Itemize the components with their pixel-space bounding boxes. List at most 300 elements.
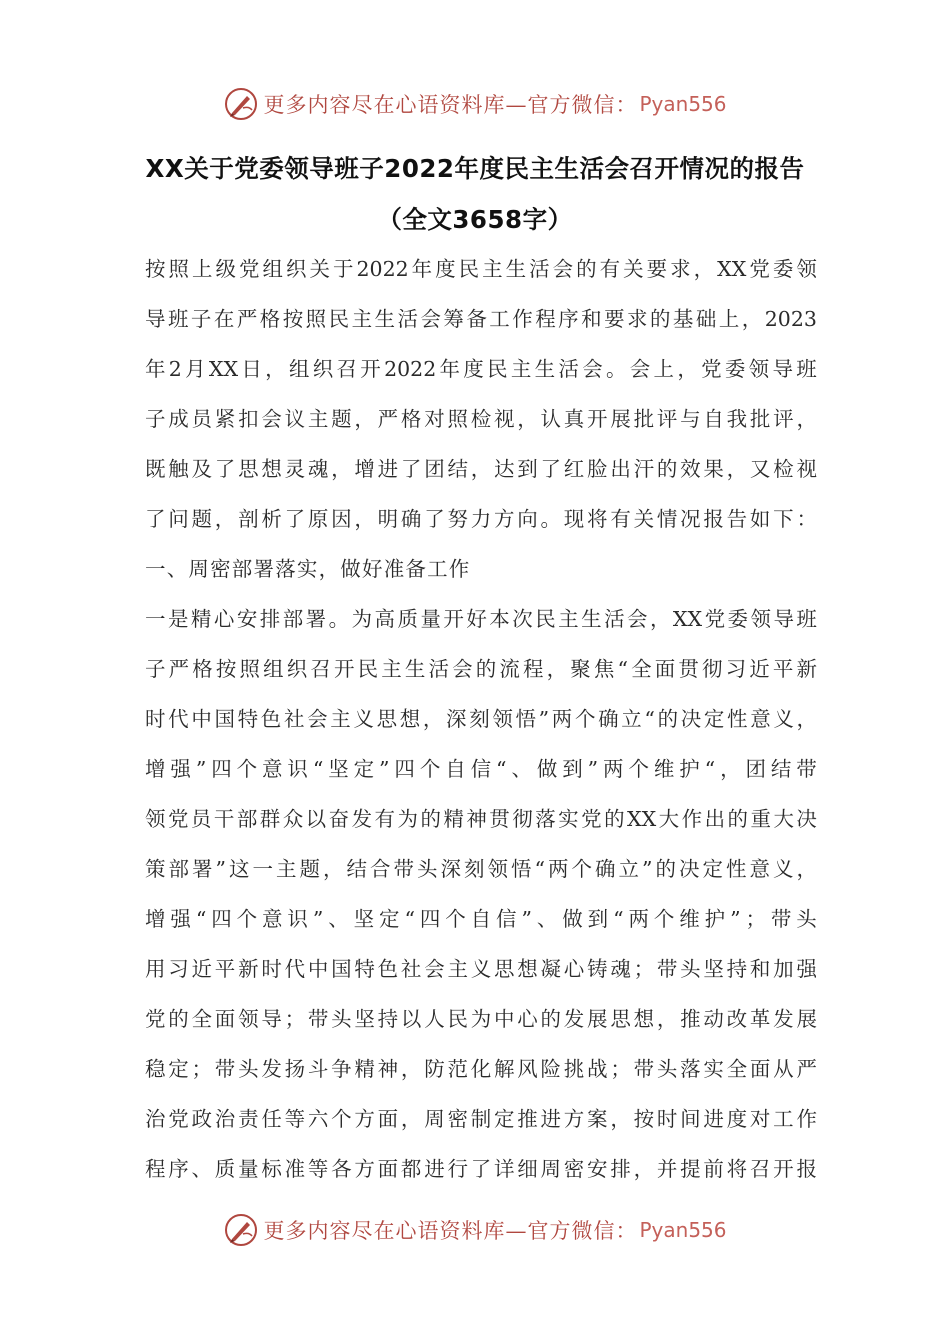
text-glyph: 结: [770, 757, 792, 781]
text-glyph: 会: [552, 257, 574, 281]
text-glyph: 主: [275, 857, 297, 881]
text-glyph: 出: [610, 457, 631, 481]
text-glyph: 解: [493, 1057, 515, 1081]
text-glyph: 义: [772, 857, 794, 881]
text-glyph: 识: [287, 907, 308, 931]
text-glyph: 想: [633, 1007, 655, 1031]
text-glyph: 导: [772, 357, 793, 381]
text-glyph: 带: [656, 957, 678, 981]
text-glyph: 时: [656, 1107, 678, 1131]
text-glyph: 班: [167, 307, 189, 331]
text-glyph: ”: [587, 757, 599, 781]
text-glyph: 新: [238, 957, 259, 981]
text-glyph: 是: [167, 607, 189, 631]
body-line: [145, 1094, 817, 1144]
text-glyph: 近: [191, 957, 213, 981]
text-glyph: 现: [563, 507, 585, 531]
text-glyph: 量: [420, 607, 441, 631]
text-glyph: 评: [773, 407, 794, 431]
text-glyph: 生: [374, 307, 396, 331]
text-glyph: ，: [796, 707, 817, 731]
text-glyph: 决: [796, 807, 817, 831]
text-glyph: 的: [655, 857, 676, 881]
text-glyph: 求: [627, 307, 648, 331]
text-glyph: 密: [563, 1157, 585, 1181]
text-glyph: 维: [679, 907, 700, 931]
text-glyph: 了: [470, 1157, 492, 1181]
text-glyph: “: [617, 657, 628, 681]
text-glyph: 主: [381, 657, 402, 681]
text-glyph: 色: [260, 707, 282, 731]
text-glyph: 义: [470, 957, 492, 981]
text-glyph: 的: [656, 457, 678, 481]
text-glyph: 悟: [510, 857, 532, 881]
text-glyph: 视: [493, 407, 515, 431]
text-glyph: 党: [167, 807, 189, 831]
text-glyph: 发: [351, 807, 373, 831]
text-glyph: 加: [773, 957, 794, 981]
text-glyph: 近: [749, 657, 770, 681]
text-glyph: 对: [749, 1107, 771, 1131]
text-glyph: 信: [496, 907, 517, 931]
text-glyph: 险: [540, 1057, 562, 1081]
text-glyph: XX: [208, 357, 239, 381]
text-glyph: 挑: [563, 1057, 585, 1081]
text-glyph: 度: [726, 1107, 748, 1131]
text-glyph: 生: [404, 657, 426, 681]
text-glyph: 想: [399, 707, 421, 731]
text-glyph: 定: [703, 707, 725, 731]
text-glyph: 成: [168, 407, 189, 431]
text-glyph: 确: [594, 857, 616, 881]
text-glyph: 并: [656, 1157, 678, 1181]
text-glyph: 个: [628, 757, 649, 781]
text-glyph: 剖: [238, 507, 259, 531]
text-glyph: 特: [354, 957, 375, 981]
text-glyph: 范: [447, 1057, 468, 1081]
text-glyph: 头: [796, 907, 817, 931]
text-glyph: 如: [749, 507, 771, 531]
text-glyph: 提: [680, 1157, 701, 1181]
text-glyph: 以: [400, 1007, 422, 1031]
text-glyph: 按: [282, 307, 304, 331]
text-glyph: 面: [377, 1107, 399, 1131]
text-glyph: 持: [377, 1007, 399, 1031]
text-glyph: 导: [145, 307, 166, 331]
text-glyph: 方: [563, 1107, 585, 1131]
text-glyph: 制: [470, 1107, 492, 1131]
text-glyph: 性: [727, 707, 748, 731]
text-glyph: 个: [571, 857, 592, 881]
text-glyph: 2022: [356, 257, 409, 281]
text-glyph: 了: [540, 457, 562, 481]
text-glyph: 年: [411, 257, 433, 281]
text-glyph: 要: [646, 257, 668, 281]
text-glyph: 护: [704, 907, 726, 931]
text-glyph: 、: [536, 907, 558, 931]
text-glyph: 信: [470, 757, 492, 781]
text-glyph: ”: [312, 907, 324, 931]
text-glyph: 六: [307, 1107, 329, 1131]
text-glyph: 各: [331, 1157, 352, 1181]
text-glyph: 对: [424, 407, 445, 431]
text-glyph: 员: [190, 807, 212, 831]
text-glyph: ，: [354, 407, 375, 431]
text-glyph: 做: [536, 757, 558, 781]
text-glyph: 个: [653, 907, 675, 931]
text-glyph: 有: [599, 257, 621, 281]
text-glyph: 政: [191, 1107, 213, 1131]
text-glyph: 的: [649, 307, 671, 331]
text-glyph: 召: [310, 657, 331, 681]
text-glyph: “: [704, 757, 716, 781]
text-glyph: 特: [237, 707, 259, 731]
text-glyph: ；: [284, 1007, 306, 1031]
text-glyph: 党: [701, 357, 722, 381]
text-glyph: 活: [604, 607, 625, 631]
text-glyph: 等: [307, 1157, 329, 1181]
header-watermark-banner: [0, 84, 950, 124]
body-line: [145, 494, 817, 544]
text-glyph: 织: [312, 357, 334, 381]
text-glyph: 组: [262, 257, 283, 281]
text-glyph: 子: [190, 307, 212, 331]
text-glyph: 焦: [593, 657, 615, 681]
text-glyph: 立: [618, 857, 639, 881]
text-glyph: 细: [517, 1157, 538, 1181]
text-glyph: 主: [510, 357, 532, 381]
text-glyph: 年: [145, 357, 166, 381]
text-glyph: ”: [521, 907, 532, 931]
text-glyph: 求: [670, 257, 691, 281]
text-glyph: 民: [458, 257, 480, 281]
body-line: [145, 244, 817, 294]
text-glyph: 新: [796, 657, 817, 681]
text-glyph: 发: [773, 1007, 794, 1031]
text-glyph: 级: [215, 257, 236, 281]
text-glyph: 四: [394, 757, 415, 781]
text-glyph: 立: [621, 707, 642, 731]
text-glyph: 排: [610, 1157, 631, 1181]
text-glyph: 题: [299, 857, 320, 881]
text-glyph: 照: [168, 257, 189, 281]
text-glyph: 了: [400, 457, 422, 481]
text-glyph: 党: [145, 1007, 166, 1031]
text-glyph: 个: [236, 907, 258, 931]
text-glyph: 组: [263, 657, 284, 681]
text-glyph: 与: [680, 407, 701, 431]
pen-logo-icon: [223, 86, 259, 122]
text-glyph: 于: [333, 257, 354, 281]
text-glyph: “: [404, 907, 415, 931]
text-glyph: 导: [261, 1007, 282, 1031]
text-glyph: 程: [535, 307, 556, 331]
text-glyph: 主: [307, 407, 329, 431]
text-glyph: 斗: [307, 1057, 329, 1081]
text-glyph: 深: [446, 707, 467, 731]
text-glyph: 安: [236, 607, 258, 631]
text-glyph: 质: [214, 1157, 236, 1181]
text-glyph: 关: [309, 257, 330, 281]
text-glyph: ；: [745, 907, 766, 931]
text-glyph: 署: [305, 607, 327, 631]
text-glyph: 团: [745, 757, 766, 781]
text-glyph: 神: [377, 1057, 399, 1081]
text-glyph: 子: [145, 407, 166, 431]
text-glyph: 心: [213, 607, 235, 631]
text-glyph: 的: [168, 1007, 189, 1031]
text-glyph: ，: [693, 257, 715, 281]
text-glyph: 争: [331, 1057, 352, 1081]
text-glyph: 贯: [489, 807, 510, 831]
text-glyph: 作: [681, 807, 703, 831]
text-glyph: 活: [558, 357, 579, 381]
text-glyph: 想: [261, 457, 282, 481]
text-glyph: 的: [540, 1007, 562, 1031]
text-glyph: 强: [796, 957, 817, 981]
section-heading: 一、周密部署落实，做好准备工作: [145, 557, 471, 581]
text-glyph: 生: [534, 357, 556, 381]
text-glyph: 问: [168, 507, 189, 531]
text-glyph: 作: [796, 1107, 817, 1131]
text-glyph: 委: [724, 357, 746, 381]
text-glyph: 到: [517, 457, 538, 481]
text-glyph: 贯: [678, 657, 699, 681]
text-glyph: 坚: [353, 907, 375, 931]
text-glyph: 因: [331, 507, 352, 531]
text-glyph: 主: [558, 607, 579, 631]
text-glyph: 生: [581, 607, 602, 631]
body-line: [145, 694, 817, 744]
text-glyph: 聚: [570, 657, 591, 681]
text-glyph: 班: [796, 357, 817, 381]
text-glyph: 严: [377, 407, 399, 431]
text-glyph: ，: [470, 457, 492, 481]
text-glyph: XX: [627, 807, 657, 831]
text-glyph: 推: [517, 1107, 538, 1131]
text-glyph: 干: [213, 807, 235, 831]
text-glyph: 意: [749, 857, 770, 881]
text-glyph: 带: [307, 1007, 329, 1031]
text-glyph: 月: [185, 357, 206, 381]
text-glyph: 真: [563, 407, 585, 431]
text-glyph: 子: [145, 657, 166, 681]
text-glyph: 析: [261, 507, 282, 531]
text-glyph: 报: [703, 507, 724, 531]
text-glyph: 治: [214, 1107, 236, 1131]
text-glyph: 行: [447, 1157, 468, 1181]
text-glyph: 义: [353, 707, 374, 731]
text-glyph: ，: [331, 457, 352, 481]
text-glyph: 及: [191, 457, 213, 481]
text-glyph: 在: [213, 307, 235, 331]
text-glyph: 性: [725, 857, 747, 881]
text-glyph: 带: [393, 857, 414, 881]
text-glyph: 党: [168, 1107, 189, 1131]
text-glyph: 群: [259, 807, 281, 831]
text-glyph: 到: [587, 907, 609, 931]
text-glyph: 刻: [463, 857, 485, 881]
text-glyph: 时: [261, 957, 282, 981]
text-glyph: 精: [443, 807, 464, 831]
text-glyph: 主: [351, 307, 373, 331]
text-glyph: 会: [582, 357, 603, 381]
text-glyph: 党: [581, 807, 602, 831]
text-glyph: 坚: [354, 1007, 375, 1031]
text-glyph: 委: [772, 257, 794, 281]
text-glyph: 个: [574, 707, 596, 731]
text-glyph: 改: [726, 1007, 748, 1031]
text-glyph: 、: [328, 907, 349, 931]
text-glyph: 时: [145, 707, 166, 731]
text-glyph: 持: [726, 957, 748, 981]
text-glyph: 领: [492, 707, 513, 731]
text-glyph: 展: [796, 1007, 817, 1031]
text-glyph: 风: [517, 1057, 538, 1081]
text-glyph: ，: [517, 407, 538, 431]
text-glyph: 面: [749, 1057, 771, 1081]
text-glyph: 有: [374, 807, 396, 831]
text-glyph: 织: [286, 657, 308, 681]
footer-watermark-banner: [0, 1210, 950, 1250]
text-glyph: 面: [377, 1157, 399, 1181]
text-glyph: 前: [703, 1157, 724, 1181]
text-glyph: 增: [145, 907, 166, 931]
text-glyph: 头: [238, 1057, 259, 1081]
text-glyph: 部: [236, 807, 258, 831]
text-glyph: 间: [680, 1107, 701, 1131]
text-glyph: ，: [720, 757, 741, 781]
text-glyph: 坚: [703, 957, 724, 981]
text-glyph: 生: [505, 257, 527, 281]
text-glyph: 向: [517, 507, 538, 531]
text-glyph: 领: [750, 607, 771, 631]
text-glyph: 会: [629, 357, 651, 381]
body-line: [145, 1144, 817, 1194]
text-glyph: 方: [354, 1107, 375, 1131]
text-glyph: 落: [535, 807, 556, 831]
text-glyph: 个: [236, 757, 258, 781]
text-glyph: “: [534, 857, 545, 881]
body-line: [145, 744, 817, 794]
text-glyph: 强: [170, 907, 191, 931]
text-glyph: 以: [305, 807, 327, 831]
text-glyph: 格: [400, 407, 422, 431]
text-glyph: 。: [540, 507, 562, 531]
text-glyph: 铸: [587, 957, 608, 981]
text-glyph: 领: [748, 357, 770, 381]
text-glyph: 国: [331, 957, 352, 981]
text-glyph: 为: [470, 1007, 492, 1031]
text-glyph: 领: [145, 807, 166, 831]
text-glyph: 本: [489, 607, 510, 631]
text-glyph: 扣: [238, 407, 259, 431]
text-glyph: 流: [499, 657, 520, 681]
text-glyph: 精: [354, 1057, 375, 1081]
text-glyph: “: [496, 757, 507, 781]
banner-text: 更多内容尽在心语资料库—官方微信：: [263, 1219, 638, 1243]
text-glyph: 面: [654, 657, 676, 681]
text-glyph: 、: [191, 1157, 213, 1181]
text-glyph: ，: [400, 1057, 422, 1081]
text-glyph: 部: [282, 607, 304, 631]
text-glyph: ”: [215, 857, 226, 881]
text-glyph: 心: [517, 1007, 538, 1031]
text-glyph: 召: [336, 357, 357, 381]
text-glyph: ，: [354, 507, 375, 531]
text-glyph: 定: [379, 907, 400, 931]
text-glyph: 批: [749, 407, 771, 431]
text-glyph: 2022: [384, 357, 437, 381]
body-line: [145, 294, 817, 344]
text-glyph: 明: [377, 507, 399, 531]
text-glyph: ，: [610, 1107, 631, 1131]
text-glyph: ，: [400, 1107, 422, 1131]
banner-wechat-id: Pyan556: [639, 92, 727, 116]
text-glyph: 强: [170, 757, 191, 781]
text-glyph: 会: [424, 957, 445, 981]
text-glyph: 化: [470, 1057, 492, 1081]
text-glyph: 意: [262, 907, 283, 931]
text-glyph: 上: [192, 257, 213, 281]
text-glyph: “: [195, 907, 207, 931]
text-glyph: 了: [284, 507, 306, 531]
body-line: [145, 844, 817, 894]
text-glyph: 照: [305, 307, 327, 331]
text-glyph: 触: [168, 457, 189, 481]
text-glyph: 好: [466, 607, 487, 631]
text-glyph: 出: [704, 807, 726, 831]
text-glyph: 带: [796, 757, 817, 781]
text-glyph: 检: [470, 407, 492, 431]
body-line: [145, 1044, 817, 1094]
text-glyph: 、: [511, 757, 532, 781]
text-glyph: 要: [604, 307, 625, 331]
text-glyph: ，: [633, 1157, 655, 1181]
text-glyph: 格: [192, 657, 213, 681]
text-glyph: 深: [440, 857, 461, 881]
text-glyph: ，: [677, 357, 698, 381]
text-glyph: 题: [191, 507, 213, 531]
text-glyph: 战: [587, 1057, 608, 1081]
text-glyph: 民: [447, 1007, 468, 1031]
text-glyph: 原: [307, 507, 329, 531]
text-glyph: ，: [422, 707, 444, 731]
text-glyph: 头: [680, 957, 701, 981]
text-glyph: 安: [587, 1157, 608, 1181]
text-glyph: “: [613, 907, 624, 931]
text-glyph: 认: [540, 407, 562, 431]
text-glyph: 照: [447, 407, 468, 431]
text-glyph: 严: [168, 657, 190, 681]
text-glyph: 既: [145, 457, 166, 481]
text-glyph: 结: [447, 457, 468, 481]
text-glyph: 到: [562, 757, 583, 781]
text-glyph: 筹: [443, 307, 464, 331]
text-glyph: 稳: [145, 1057, 166, 1081]
text-glyph: 一: [252, 857, 273, 881]
text-glyph: 都: [400, 1157, 422, 1181]
text-glyph: 度: [435, 257, 456, 281]
text-glyph: 有: [610, 507, 631, 531]
text-glyph: 大: [658, 807, 680, 831]
text-glyph: 又: [749, 457, 771, 481]
text-glyph: 视: [796, 457, 817, 481]
text-glyph: 质: [397, 607, 418, 631]
text-glyph: 增: [354, 457, 375, 481]
document-title: XX关于党委领导班子2022年度民主生活会召开情况的报告: [145, 154, 805, 183]
text-glyph: 面: [214, 1007, 236, 1031]
